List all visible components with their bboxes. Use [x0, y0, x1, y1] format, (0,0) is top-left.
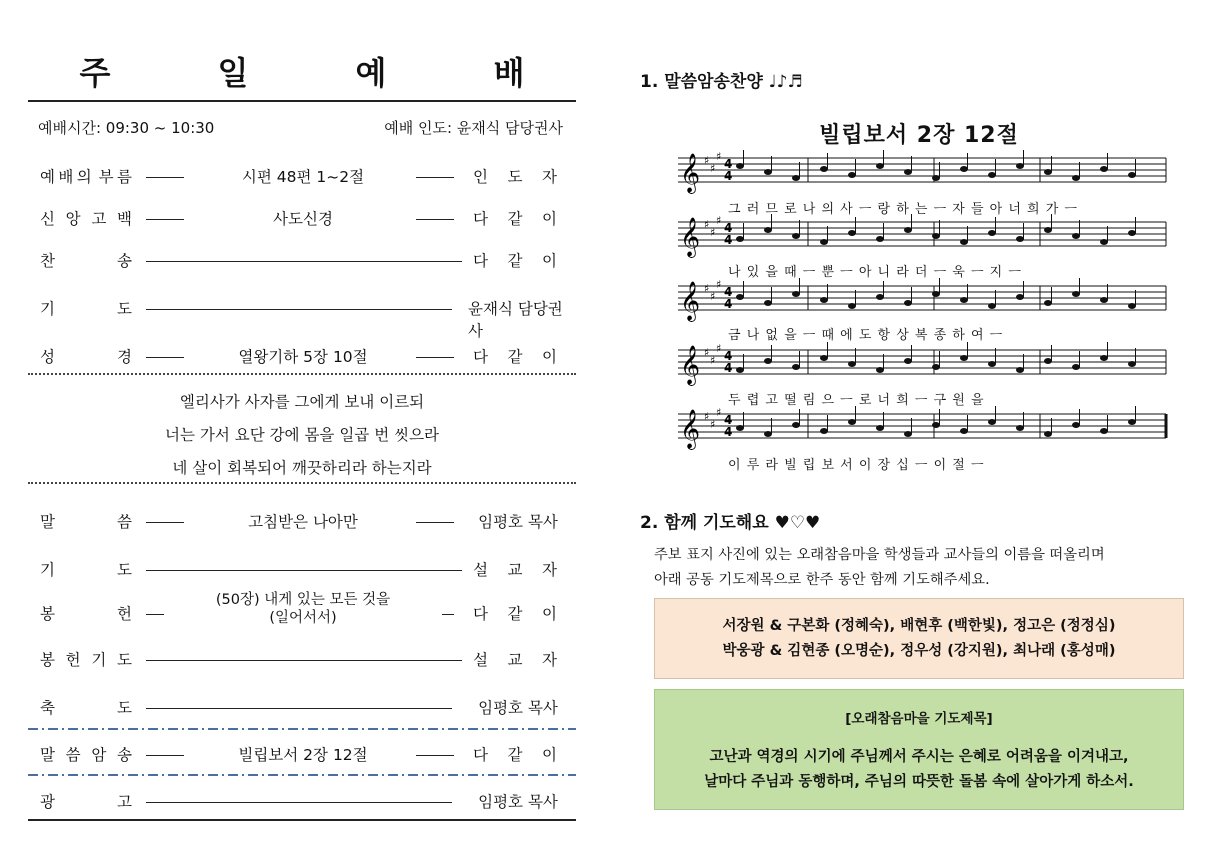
note-head [792, 364, 800, 370]
order-label [40, 345, 132, 367]
bottom-rule [28, 819, 576, 821]
order-person [473, 165, 557, 187]
order-person-char: 인 [473, 168, 488, 186]
note-head [876, 425, 884, 431]
order-person-char: 도 [507, 168, 523, 186]
leader-line [146, 309, 452, 310]
order-label-char: 기 [40, 300, 55, 318]
note-head [1072, 233, 1080, 239]
order-label-char: 암 [91, 746, 107, 764]
order-person-char: 다 [473, 210, 488, 228]
note-head [848, 361, 856, 367]
staff [678, 342, 1166, 386]
note-head [904, 227, 912, 233]
prayer-line: 날마다 주님과 동행하며, 주님의 따뜻한 돌봄 속에 살아가게 하소서. [704, 774, 1134, 790]
leader-line [146, 261, 462, 262]
section-pray-together: 2. 함께 기도해요 ♥♡♥ [640, 513, 821, 533]
intro-line: 아래 공동 기도제목으로 한주 동안 함께 기도해주세요. [654, 572, 990, 588]
note-head [764, 169, 772, 175]
note-head [764, 358, 772, 364]
staff [678, 406, 1166, 450]
order-label-char: 봉 [40, 651, 55, 669]
order-content [188, 345, 418, 367]
note-head [904, 358, 912, 364]
note-head [820, 239, 828, 245]
order-label-char: 신 [40, 210, 55, 228]
note-head [820, 428, 828, 434]
order-person-char: 설 [473, 561, 488, 579]
leader-line [146, 802, 452, 803]
lyric-line: 금 나 없 을 ㅡ 때 에 도 항 상 복 종 하 여 ㅡ [728, 328, 1003, 343]
order-label-char: 축 [40, 699, 55, 717]
leader-line [146, 614, 164, 615]
prayer-title: [오래참음마을 기도제목] [845, 711, 993, 727]
names-line: 서장원 & 구본화 (정혜숙), 배현후 (백한빛), 정고은 (정정심) [722, 618, 1116, 634]
note-head [988, 361, 996, 367]
order-label [40, 696, 132, 718]
order-content [188, 743, 418, 765]
note-head [932, 175, 940, 181]
order-person-char: 이 [542, 210, 557, 228]
order-label-char: 름 [116, 168, 132, 186]
order-label-char: 부 [98, 168, 114, 186]
order-label [40, 602, 132, 624]
order-person-char: 자 [542, 651, 557, 669]
order-person [473, 207, 557, 229]
order-label [40, 165, 132, 187]
staff-lines [668, 118, 1170, 478]
order-person: 임평호 목사 [478, 513, 558, 531]
time-signature: 4 [724, 413, 733, 427]
order-label-char: 씀 [117, 513, 132, 531]
time-signature: 4 [724, 361, 733, 375]
order-row [28, 553, 576, 583]
note-head [988, 419, 996, 425]
note-head [1072, 291, 1080, 297]
order-label-char: 봉 [40, 605, 55, 623]
leader-line [416, 755, 454, 756]
right-panel [640, 0, 1200, 859]
order-person [473, 648, 557, 670]
sharp-icon: ♯ [704, 282, 710, 295]
note-head [1128, 419, 1136, 425]
prayer-line: 고난과 역경의 시기에 주님께서 주시는 은혜로 어려움을 이겨내고, [709, 749, 1129, 765]
order-row [28, 505, 576, 535]
order-row [28, 738, 576, 768]
dashdot-divider [28, 728, 576, 730]
order-content [188, 165, 418, 187]
prayer-intro [654, 543, 1194, 593]
note-head [764, 227, 772, 233]
note-head [820, 355, 828, 361]
staff [678, 278, 1166, 322]
lyric-line: 이 루 라 빌 립 보 서 이 장 십 ㅡ 이 절 ㅡ [728, 458, 984, 473]
order-label [40, 510, 132, 532]
dotted-divider [28, 482, 576, 484]
order-content [188, 510, 418, 532]
treble-clef-icon: 𝄞 [680, 345, 701, 385]
note-head [960, 297, 968, 303]
order-person-char: 자 [542, 561, 557, 579]
order-label [40, 743, 132, 765]
dashdot-divider [28, 774, 576, 776]
order-person-char: 교 [507, 561, 523, 579]
note-head [820, 297, 828, 303]
order-label-char: 송 [117, 252, 132, 270]
order-label-char: 말 [40, 746, 55, 764]
sharp-icon: ♯ [710, 226, 716, 239]
order-person: 윤재식 담당권사 [468, 300, 563, 340]
note-head [1100, 239, 1108, 245]
note-head [988, 230, 996, 236]
leader-line [416, 522, 454, 523]
order-row [28, 160, 576, 190]
names-box [654, 598, 1184, 679]
order-label [40, 790, 132, 812]
note-head [1128, 230, 1136, 236]
prayer-box [654, 689, 1184, 810]
note-head [1072, 364, 1080, 370]
order-label-char: 도 [117, 300, 132, 318]
note-head [876, 236, 884, 242]
note-head [1100, 355, 1108, 361]
note-head [1128, 172, 1136, 178]
sharp-icon: ♯ [716, 342, 722, 355]
note-head [932, 291, 940, 297]
order-person [473, 249, 557, 271]
leader-line [146, 755, 184, 756]
intro-line: 주보 표지 사진에 있는 오래참음마을 학생들과 교사들의 이름을 떠올리며 [654, 547, 1105, 563]
note-head [848, 303, 856, 309]
order-content-line: 고침받은 나아만 [248, 513, 358, 531]
note-head [904, 169, 912, 175]
note-head [960, 355, 968, 361]
order-label-char: 의 [76, 168, 92, 186]
leader-line [416, 357, 454, 358]
order-label-char: 기 [91, 651, 107, 669]
worship-order-panel [28, 0, 576, 859]
lyric-line: 두 렵 고 떨 림 으 ㅡ 로 너 희 ㅡ 구 원 을 [728, 393, 984, 408]
leader-line [146, 570, 462, 571]
order-person-char: 다 [473, 252, 488, 270]
order-label-char: 고 [117, 793, 132, 811]
order-content [188, 591, 418, 627]
note-head [932, 233, 940, 239]
order-label-char: 고 [91, 210, 107, 228]
leader-line [416, 177, 454, 178]
time-signature: 4 [724, 349, 733, 363]
order-person [473, 743, 557, 765]
note-head [876, 163, 884, 169]
order-content-line: 사도신경 [273, 210, 333, 228]
note-head [932, 422, 940, 428]
order-person-char: 이 [542, 252, 557, 270]
sharp-icon: ♯ [710, 162, 716, 175]
order-content-line: 빌립보서 2장 12절 [238, 746, 368, 764]
order-row [28, 785, 576, 815]
order-label-char: 도 [117, 561, 132, 579]
note-head [764, 431, 772, 437]
note-head [736, 236, 744, 242]
sheet-music [668, 118, 1170, 478]
note-head [876, 294, 884, 300]
staff [678, 214, 1166, 258]
order-person: 임평호 목사 [478, 699, 558, 717]
order-content-line: 열왕기하 5장 10절 [238, 348, 368, 366]
order-person-char: 이 [542, 605, 557, 623]
order-row [28, 643, 576, 673]
note-head [1072, 422, 1080, 428]
sharp-icon: ♯ [716, 214, 722, 227]
order-row [28, 244, 576, 274]
note-head [848, 172, 856, 178]
sharp-icon: ♯ [704, 346, 710, 359]
order-label [40, 648, 132, 670]
order-row [28, 292, 576, 340]
note-head [792, 291, 800, 297]
leader-line [146, 219, 184, 220]
order-content-line: (50장) 내게 있는 모든 것을 [215, 592, 391, 608]
note-head [736, 367, 744, 373]
note-head [1016, 294, 1024, 300]
time-signature: 4 [724, 221, 733, 235]
note-head [1100, 166, 1108, 172]
note-head [1100, 297, 1108, 303]
staff [678, 150, 1166, 194]
order-person-char: 같 [507, 746, 523, 764]
order-person-char: 같 [507, 210, 523, 228]
verse-line: 네 살이 회복되어 깨끗하리라 하는지라 [172, 459, 432, 477]
note-head [1128, 361, 1136, 367]
time-signature: 4 [724, 425, 733, 439]
note-head [904, 300, 912, 306]
order-person-char: 같 [507, 605, 523, 623]
sharp-icon: ♯ [716, 150, 722, 163]
sharp-icon: ♯ [704, 218, 710, 231]
order-person: 임평호 목사 [478, 793, 558, 811]
order-label [40, 249, 132, 271]
sheet-title: 빌립보서 2장 12절 [819, 123, 1019, 148]
sharp-icon: ♯ [716, 406, 722, 419]
note-head [1016, 367, 1024, 373]
order-label-char: 도 [117, 699, 132, 717]
lyric-line: 그 러 므 로 나 의 사 ㅡ 랑 하 는 ㅡ 자 들 아 너 희 가 ㅡ [728, 202, 1077, 217]
order-label-char: 찬 [40, 252, 55, 270]
time-signature: 4 [724, 297, 733, 311]
order-person-char: 이 [542, 348, 557, 366]
note-head [1072, 175, 1080, 181]
order-label-char: 백 [117, 210, 132, 228]
order-person-char: 다 [473, 605, 488, 623]
order-person-char: 다 [473, 746, 488, 764]
page-title: 주 일 예 배 [79, 54, 573, 92]
note-head [764, 300, 772, 306]
order-label-char: 헌 [65, 651, 81, 669]
note-head [960, 166, 968, 172]
verse-line: 너는 가서 요단 강에 몸을 일곱 번 씻으라 [164, 426, 440, 444]
time-signature: 4 [724, 285, 733, 299]
order-person-char: 자 [542, 168, 557, 186]
treble-clef-icon: 𝄞 [680, 281, 701, 321]
order-label-char: 예 [40, 168, 55, 186]
note-head [988, 303, 996, 309]
order-person-char: 설 [473, 651, 488, 669]
order-content [188, 207, 418, 229]
note-head [932, 364, 940, 370]
treble-clef-icon: 𝄞 [680, 217, 701, 257]
note-head [736, 163, 744, 169]
time-signature: 4 [724, 233, 733, 247]
order-label-char: 배 [58, 168, 74, 186]
note-head [820, 166, 828, 172]
order-person-char: 이 [542, 746, 557, 764]
note-head [904, 431, 912, 437]
order-label-char: 송 [117, 746, 132, 764]
leader-line [146, 357, 184, 358]
top-rule [28, 100, 576, 102]
order-content-line: 시편 48편 1~2절 [241, 168, 365, 186]
note-head [960, 428, 968, 434]
order-label-char: 헌 [117, 605, 132, 623]
note-head [1100, 428, 1108, 434]
verse-line: 엘리사가 사자를 그에게 보내 이르되 [179, 393, 425, 411]
note-head [792, 233, 800, 239]
sharp-icon: ♯ [710, 290, 716, 303]
note-head [736, 294, 744, 300]
order-person [473, 345, 557, 367]
service-time: 예배시간: 09:30 ~ 10:30 [38, 119, 215, 137]
order-label-char: 앙 [65, 210, 81, 228]
note-head [988, 172, 996, 178]
time-signature: 4 [724, 157, 733, 171]
sharp-icon: ♯ [704, 410, 710, 423]
note-head [736, 425, 744, 431]
note-head [1128, 303, 1136, 309]
sharp-icon: ♯ [704, 154, 710, 167]
leader-line [442, 614, 454, 615]
order-person-char: 다 [473, 348, 488, 366]
note-head [1044, 227, 1052, 233]
sharp-icon: ♯ [710, 354, 716, 367]
treble-clef-icon: 𝄞 [680, 409, 701, 449]
note-head [960, 239, 968, 245]
order-label-char: 도 [117, 651, 132, 669]
leader-line [146, 177, 184, 178]
note-head [876, 367, 884, 373]
note-head [1044, 358, 1052, 364]
leader-line [146, 660, 462, 661]
note-head [1044, 169, 1052, 175]
order-label [40, 207, 132, 229]
order-label-char: 경 [117, 348, 132, 366]
order-row [28, 340, 576, 370]
note-head [1016, 163, 1024, 169]
order-row [28, 202, 576, 232]
note-head [848, 419, 856, 425]
order-label-char: 기 [40, 561, 55, 579]
order-label-char: 씀 [65, 746, 81, 764]
leader-line [146, 522, 184, 523]
order-person [473, 558, 557, 580]
order-label [40, 558, 132, 580]
section-memorize-song: 1. 말씀암송찬양 ♩♪♬ [640, 72, 803, 92]
note-head [1044, 300, 1052, 306]
note-head [1044, 431, 1052, 437]
order-row [28, 592, 576, 627]
service-leader: 예배 인도: 윤재식 담당권사 [384, 119, 563, 137]
dotted-divider [28, 373, 576, 375]
leader-line [146, 708, 452, 709]
order-person-char: 교 [507, 651, 523, 669]
scripture-verse [28, 386, 576, 485]
order-label-char: 말 [40, 513, 55, 531]
order-label [40, 297, 132, 319]
note-head [792, 422, 800, 428]
lyric-line: 나 있 을 때 ㅡ 뿐 ㅡ 아 니 라 더 ㅡ 욱 ㅡ 지 ㅡ [728, 265, 1021, 280]
order-content-line: (일어서서) [269, 610, 337, 626]
note-head [1016, 425, 1024, 431]
note-head [1016, 236, 1024, 242]
time-signature: 4 [724, 169, 733, 183]
names-line: 박웅광 & 김현종 (오명순), 정우성 (강지원), 최나래 (홍성매) [722, 643, 1116, 659]
order-person [473, 602, 557, 624]
sharp-icon: ♯ [716, 278, 722, 291]
sharp-icon: ♯ [710, 418, 716, 431]
leader-line [416, 219, 454, 220]
note-head [848, 230, 856, 236]
note-head [792, 175, 800, 181]
treble-clef-icon: 𝄞 [680, 153, 701, 193]
order-person-char: 같 [507, 252, 523, 270]
order-person-char: 같 [507, 348, 523, 366]
order-label-char: 성 [40, 348, 55, 366]
time-bar [38, 117, 563, 138]
order-row [28, 691, 576, 721]
order-label-char: 광 [40, 793, 55, 811]
